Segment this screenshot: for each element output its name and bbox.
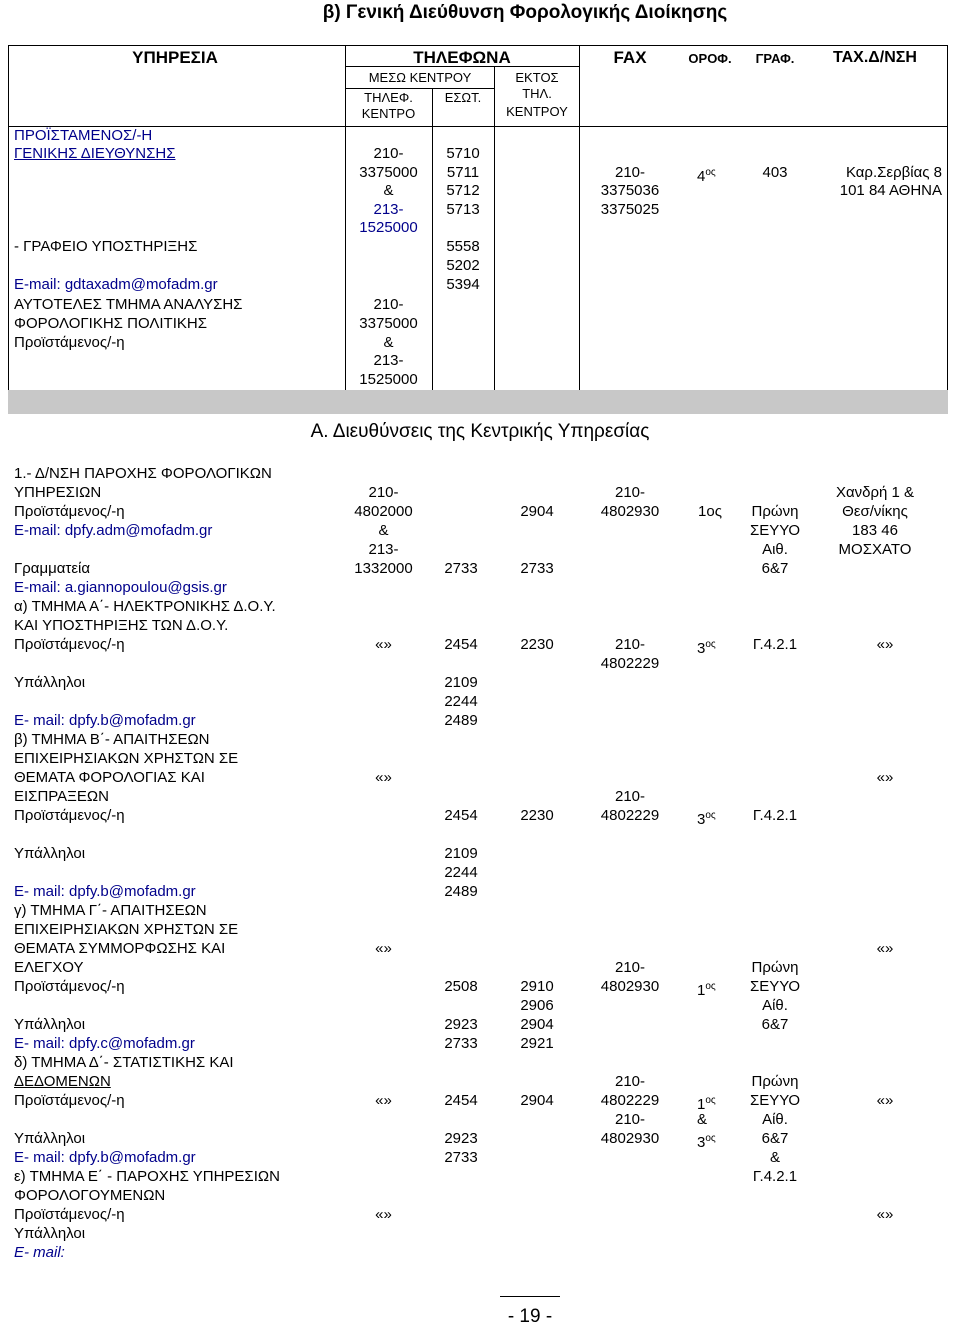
table-right-border — [947, 45, 948, 390]
d1-fax-1: 4802930 — [600, 503, 660, 520]
td-head: Προϊστάμενος/-η — [14, 1092, 125, 1109]
d1-outside: 2904 — [520, 503, 554, 520]
gd-email: E-mail: gdtaxadm@mofadm.gr — [14, 276, 218, 293]
tb-email: E- mail: dpfy.b@mofadm.gr — [14, 883, 196, 900]
td-staff-int-0: 2923 — [444, 1130, 478, 1147]
tg-title-4: ΕΛΕΓΧΟΥ — [14, 959, 84, 976]
ta-outside: 2230 — [520, 636, 554, 653]
unit-center-0: 210- — [373, 296, 404, 313]
gd-fax-1: 3375036 — [600, 182, 660, 199]
d1-addr-1: Θεσ/νίκης — [842, 503, 908, 520]
header-center: ΜΕΣΩ ΚΕΝΤΡΟΥ — [368, 70, 472, 85]
gd-addr-1: Καρ.Σερβίας 8 — [845, 164, 942, 181]
tg-staff-int-0: 2923 — [444, 1016, 478, 1033]
tb-staff: Υπάλληλοι — [14, 845, 86, 862]
ta-staff: Υπάλληλοι — [14, 674, 86, 691]
gd-int-0: 5710 — [446, 145, 480, 162]
d1-secr-outside: 2733 — [520, 560, 554, 577]
gd-int-6: 5202 — [446, 257, 480, 274]
tg-title-3: ΘΕΜΑΤΑ ΣΥΜΜΟΡΦΩΣΗΣ ΚΑΙ — [14, 940, 226, 957]
td-office-1: ΣΕΥΥΟ — [749, 1092, 801, 1109]
ta-fax-1: 4802229 — [600, 655, 660, 672]
gd-unit-1: ΑΥΤΟΤΕΛΕΣ ΤΜΗΜΑ ΑΝΑΛΥΣΗΣ — [14, 296, 243, 313]
tg-fax-1: 4802930 — [600, 978, 660, 995]
gd-floor: $4^{o\varsigma}$ — [697, 167, 716, 185]
d1-office-3: 6&7 — [761, 560, 789, 577]
tg-addr: «» — [876, 940, 894, 957]
header-floor: ΟΡΟΦ. — [688, 51, 732, 66]
te-title-1: ε) ΤΜΗΜΑ Ε΄ - ΠΑΡΟΧΗΣ ΥΠΗΡΕΣΙΩΝ — [14, 1168, 280, 1185]
td-fax-0: 210- — [614, 1073, 646, 1090]
tb-fax-0: 210- — [614, 788, 646, 805]
te-staff: Υπάλληλοι — [14, 1225, 86, 1242]
header-service: ΥΠΗΡΕΣΙΑ — [132, 48, 218, 67]
td-office-0: Πρώνη — [751, 1073, 799, 1090]
td-fax-3: 4802930 — [600, 1130, 660, 1147]
header-phones: ΤΗΛΕΦΩΝΑ — [413, 48, 511, 67]
tg-office-3: 6&7 — [761, 1016, 789, 1033]
gd-head-2: ΓΕΝΙΚΗΣ ΔΙΕΥΘΥΝΣΗΣ — [14, 145, 176, 162]
ta-title-1: α) ΤΜΗΜΑ Α΄- ΗΛΕΚΤΡΟΝΙΚΗΣ Δ.Ο.Υ. — [14, 598, 276, 615]
d1-secr-email: E-mail: a.giannopoulou@gsis.gr — [14, 579, 227, 596]
d1-addr-0: Χανδρή 1 & — [835, 484, 915, 501]
gd-int-7: 5394 — [446, 276, 480, 293]
d1-head: Προϊστάμενος/-η — [14, 503, 125, 520]
gd-head-1: ΠΡΟΪΣΤΑΜΕΝΟΣ/-Η — [14, 127, 153, 144]
tb-staff-int-1: 2244 — [444, 864, 478, 881]
gd-support: - ΓΡΑΦΕΙΟ ΥΠΟΣΤΗΡΙΞΗΣ — [14, 238, 198, 255]
tg-fax-0: 210- — [614, 959, 646, 976]
td-fax-2: 210- — [614, 1111, 646, 1128]
td-outside: 2904 — [520, 1092, 554, 1109]
ta-addr: «» — [876, 636, 894, 653]
d1-office-1: ΣΕΥΥΟ — [749, 522, 801, 539]
ta-staff-int-0: 2109 — [444, 674, 478, 691]
ta-head: Προϊστάμενος/-η — [14, 636, 125, 653]
tb-ditto: «» — [375, 769, 392, 786]
tg-internal: 2508 — [444, 978, 478, 995]
d1-center-3: 213- — [368, 541, 399, 558]
unit-center-3: 213- — [373, 352, 404, 369]
td-ditto: «» — [375, 1092, 392, 1109]
gd-int-3: 5713 — [446, 201, 480, 218]
tb-staff-int-2: 2489 — [444, 883, 478, 900]
gd-center-3: 213- — [373, 201, 404, 218]
d1-center-2: & — [378, 522, 389, 539]
gd-center-4: 1525000 — [359, 219, 418, 236]
gd-center-2: & — [383, 182, 394, 199]
center-divider — [345, 88, 495, 89]
tb-title-3: ΘΕΜΑΤΑ ΦΟΡΟΛΟΓΙΑΣ ΚΑΙ — [14, 769, 205, 786]
td-floor-1: $1^{o\varsigma}$ — [697, 1095, 716, 1113]
header-outside-3: ΚΕΝΤΡΟΥ — [506, 104, 568, 119]
tb-internal: 2454 — [444, 807, 478, 824]
tb-title-1: β) ΤΜΗΜΑ Β΄- ΑΠΑΙΤΗΣΕΩΝ — [14, 731, 210, 748]
header-office: ΓΡΑΦ. — [755, 51, 795, 66]
tb-staff-int-0: 2109 — [444, 845, 478, 862]
page-number: - 19 - — [507, 1306, 553, 1327]
ta-internal: 2454 — [444, 636, 478, 653]
td-staff: Υπάλληλοι — [14, 1130, 86, 1147]
tb-outside: 2230 — [520, 807, 554, 824]
d1-fax-0: 210- — [614, 484, 646, 501]
gd-addr-2: 101 84 ΑΘΗΝΑ — [839, 182, 942, 199]
tb-head: Προϊστάμενος/-η — [14, 807, 125, 824]
tg-outside-1: 2906 — [520, 997, 554, 1014]
header-outside-1: ΕΚΤΟΣ — [515, 70, 559, 85]
gd-int-2: 5712 — [446, 182, 480, 199]
d1-secretariat: Γραμματεία — [14, 560, 91, 577]
ta-ditto: «» — [375, 636, 392, 653]
tg-title-2: ΕΠΙΧΕΙΡΗΣΙΑΚΩΝ ΧΡΗΣΤΩΝ ΣΕ — [14, 921, 239, 938]
td-staff-int-1: 2733 — [444, 1149, 478, 1166]
tg-office-2: Αίθ. — [762, 997, 788, 1014]
te-title-2: ΦΟΡΟΛΟΓΟΥΜΕΝΩΝ — [14, 1187, 166, 1204]
tg-title-1: γ) ΤΜΗΜΑ Γ΄- ΑΠΑΙΤΗΣΕΩΝ — [14, 902, 207, 919]
table-left-border — [8, 45, 9, 390]
td-floor-2: $3^{o\varsigma}$ — [697, 1133, 716, 1151]
tg-outside-0: 2910 — [520, 978, 554, 995]
gd-office: 403 — [762, 164, 788, 181]
tb-addr: «» — [876, 769, 894, 786]
tg-ditto: «» — [375, 940, 392, 957]
gd-center-0: 210- — [373, 145, 404, 162]
header-tel-2: ΚΕΝΤΡΟ — [361, 106, 416, 121]
td-office-2: Αίθ. — [762, 1111, 788, 1128]
te-email: E- mail: — [14, 1244, 65, 1261]
tb-office: Γ.4.2.1 — [752, 807, 798, 824]
td-email: E- mail: dpfy.b@mofadm.gr — [14, 1149, 196, 1166]
tg-staff: Υπάλληλοι — [14, 1016, 86, 1033]
tg-outside-3: 2921 — [520, 1035, 554, 1052]
d1-center-0: 210- — [368, 484, 399, 501]
tb-floor: $3^{o\varsigma}$ — [697, 810, 716, 828]
td-floor-amp: & — [697, 1111, 708, 1128]
tb-title-2: ΕΠΙΧΕΙΡΗΣΙΑΚΩΝ ΧΡΗΣΤΩΝ ΣΕ — [14, 750, 239, 767]
tb-fax-1: 4802229 — [600, 807, 660, 824]
gd-fax-0: 210- — [614, 164, 646, 181]
ta-staff-int-1: 2244 — [444, 693, 478, 710]
ta-floor: $3^{o\varsigma}$ — [697, 639, 716, 657]
tg-office-1: ΣΕΥΥΟ — [749, 978, 801, 995]
gd-int-1: 5711 — [446, 164, 480, 181]
te-ditto: «» — [375, 1206, 392, 1223]
tg-floor: $1^{o\varsigma}$ — [697, 981, 716, 999]
te-addr: «» — [876, 1206, 894, 1223]
gd-unit-2: ΦΟΡΟΛΟΓΙΚΗΣ ΠΟΛΙΤΙΚΗΣ — [14, 315, 207, 332]
tg-outside-2: 2904 — [520, 1016, 554, 1033]
d1-addr-3: ΜΟΣΧΑΤΟ — [838, 541, 912, 558]
ta-email: E- mail: dpfy.b@mofadm.gr — [14, 712, 196, 729]
gd-int-5: 5558 — [446, 238, 480, 255]
d1-floor: 1ος — [698, 503, 722, 520]
te-head: Προϊστάμενος/-η — [14, 1206, 125, 1223]
header-postal: ΤΑΧ.Δ/ΝΣΗ — [833, 49, 917, 66]
gd-unit-3: Προϊστάμενος/-η — [14, 334, 125, 351]
ta-fax-0: 210- — [614, 636, 646, 653]
unit-center-2: & — [383, 334, 394, 351]
unit-center-4: 1525000 — [359, 371, 418, 388]
d1-secr-internal: 2733 — [444, 560, 478, 577]
ta-office: Γ.4.2.1 — [752, 636, 798, 653]
header-tel-1: ΤΗΛΕΦ. — [364, 90, 413, 105]
header-fax: FAX — [613, 48, 647, 67]
td-fax-1: 4802229 — [600, 1092, 660, 1109]
unit-center-1: 3375000 — [359, 315, 418, 332]
d1-office-2: Αιθ. — [762, 541, 788, 558]
table-top-border — [8, 45, 948, 46]
d1-center-1: 4802000 — [354, 503, 413, 520]
td-title-2: ΔΕΔΟΜΕΝΩΝ — [14, 1073, 111, 1090]
tg-head: Προϊστάμενος/-η — [14, 978, 125, 995]
d1-title-1: 1.- Δ/ΝΣΗ ΠΑΡΟΧΗΣ ΦΟΡΟΛΟΓΙΚΩΝ — [14, 465, 272, 482]
ta-title-2: ΚΑΙ ΥΠΟΣΤΗΡΙΞΗΣ ΤΩΝ Δ.Ο.Υ. — [14, 617, 229, 634]
grey-band — [8, 390, 948, 414]
td-title-1: δ) ΤΜΗΜΑ Δ΄- ΣΤΑΤΙΣΤΙΚΗΣ ΚΑΙ — [14, 1054, 234, 1071]
d1-title-2: ΥΠΗΡΕΣΙΩΝ — [14, 484, 102, 501]
td-office-4: & — [769, 1149, 780, 1166]
header-internal: ΕΣΩΤ. — [444, 90, 482, 105]
header-outside-2: ΤΗΛ. — [522, 86, 552, 101]
td-office-5: Γ.4.2.1 — [752, 1168, 798, 1185]
page-title: β) Γενική Διεύθυνση Φορολογικής Διοίκησης — [322, 2, 728, 23]
d1-center-4: 1332000 — [354, 560, 413, 577]
d1-office-0: Πρώνη — [751, 503, 799, 520]
tb-title-4: ΕΙΣΠΡΑΞΕΩΝ — [14, 788, 109, 805]
gd-fax-2: 3375025 — [600, 201, 660, 218]
td-office-3: 6&7 — [761, 1130, 789, 1147]
page-number-rule — [500, 1296, 560, 1297]
td-addr: «» — [876, 1092, 894, 1109]
section-a-title: Α. Διευθύνσεις της Κεντρικής Υπηρεσίας — [310, 421, 650, 442]
tg-office-0: Πρώνη — [751, 959, 799, 976]
d1-addr-2: 183 46 — [852, 522, 898, 539]
d1-email: E-mail: dpfy.adm@mofadm.gr — [14, 522, 213, 539]
ta-staff-int-2: 2489 — [444, 712, 478, 729]
tg-staff-int-1: 2733 — [444, 1035, 478, 1052]
tg-email: E- mail: dpfy.c@mofadm.gr — [14, 1035, 195, 1052]
td-internal: 2454 — [444, 1092, 478, 1109]
gd-center-1: 3375000 — [359, 164, 418, 181]
col-line-4 — [579, 45, 580, 390]
